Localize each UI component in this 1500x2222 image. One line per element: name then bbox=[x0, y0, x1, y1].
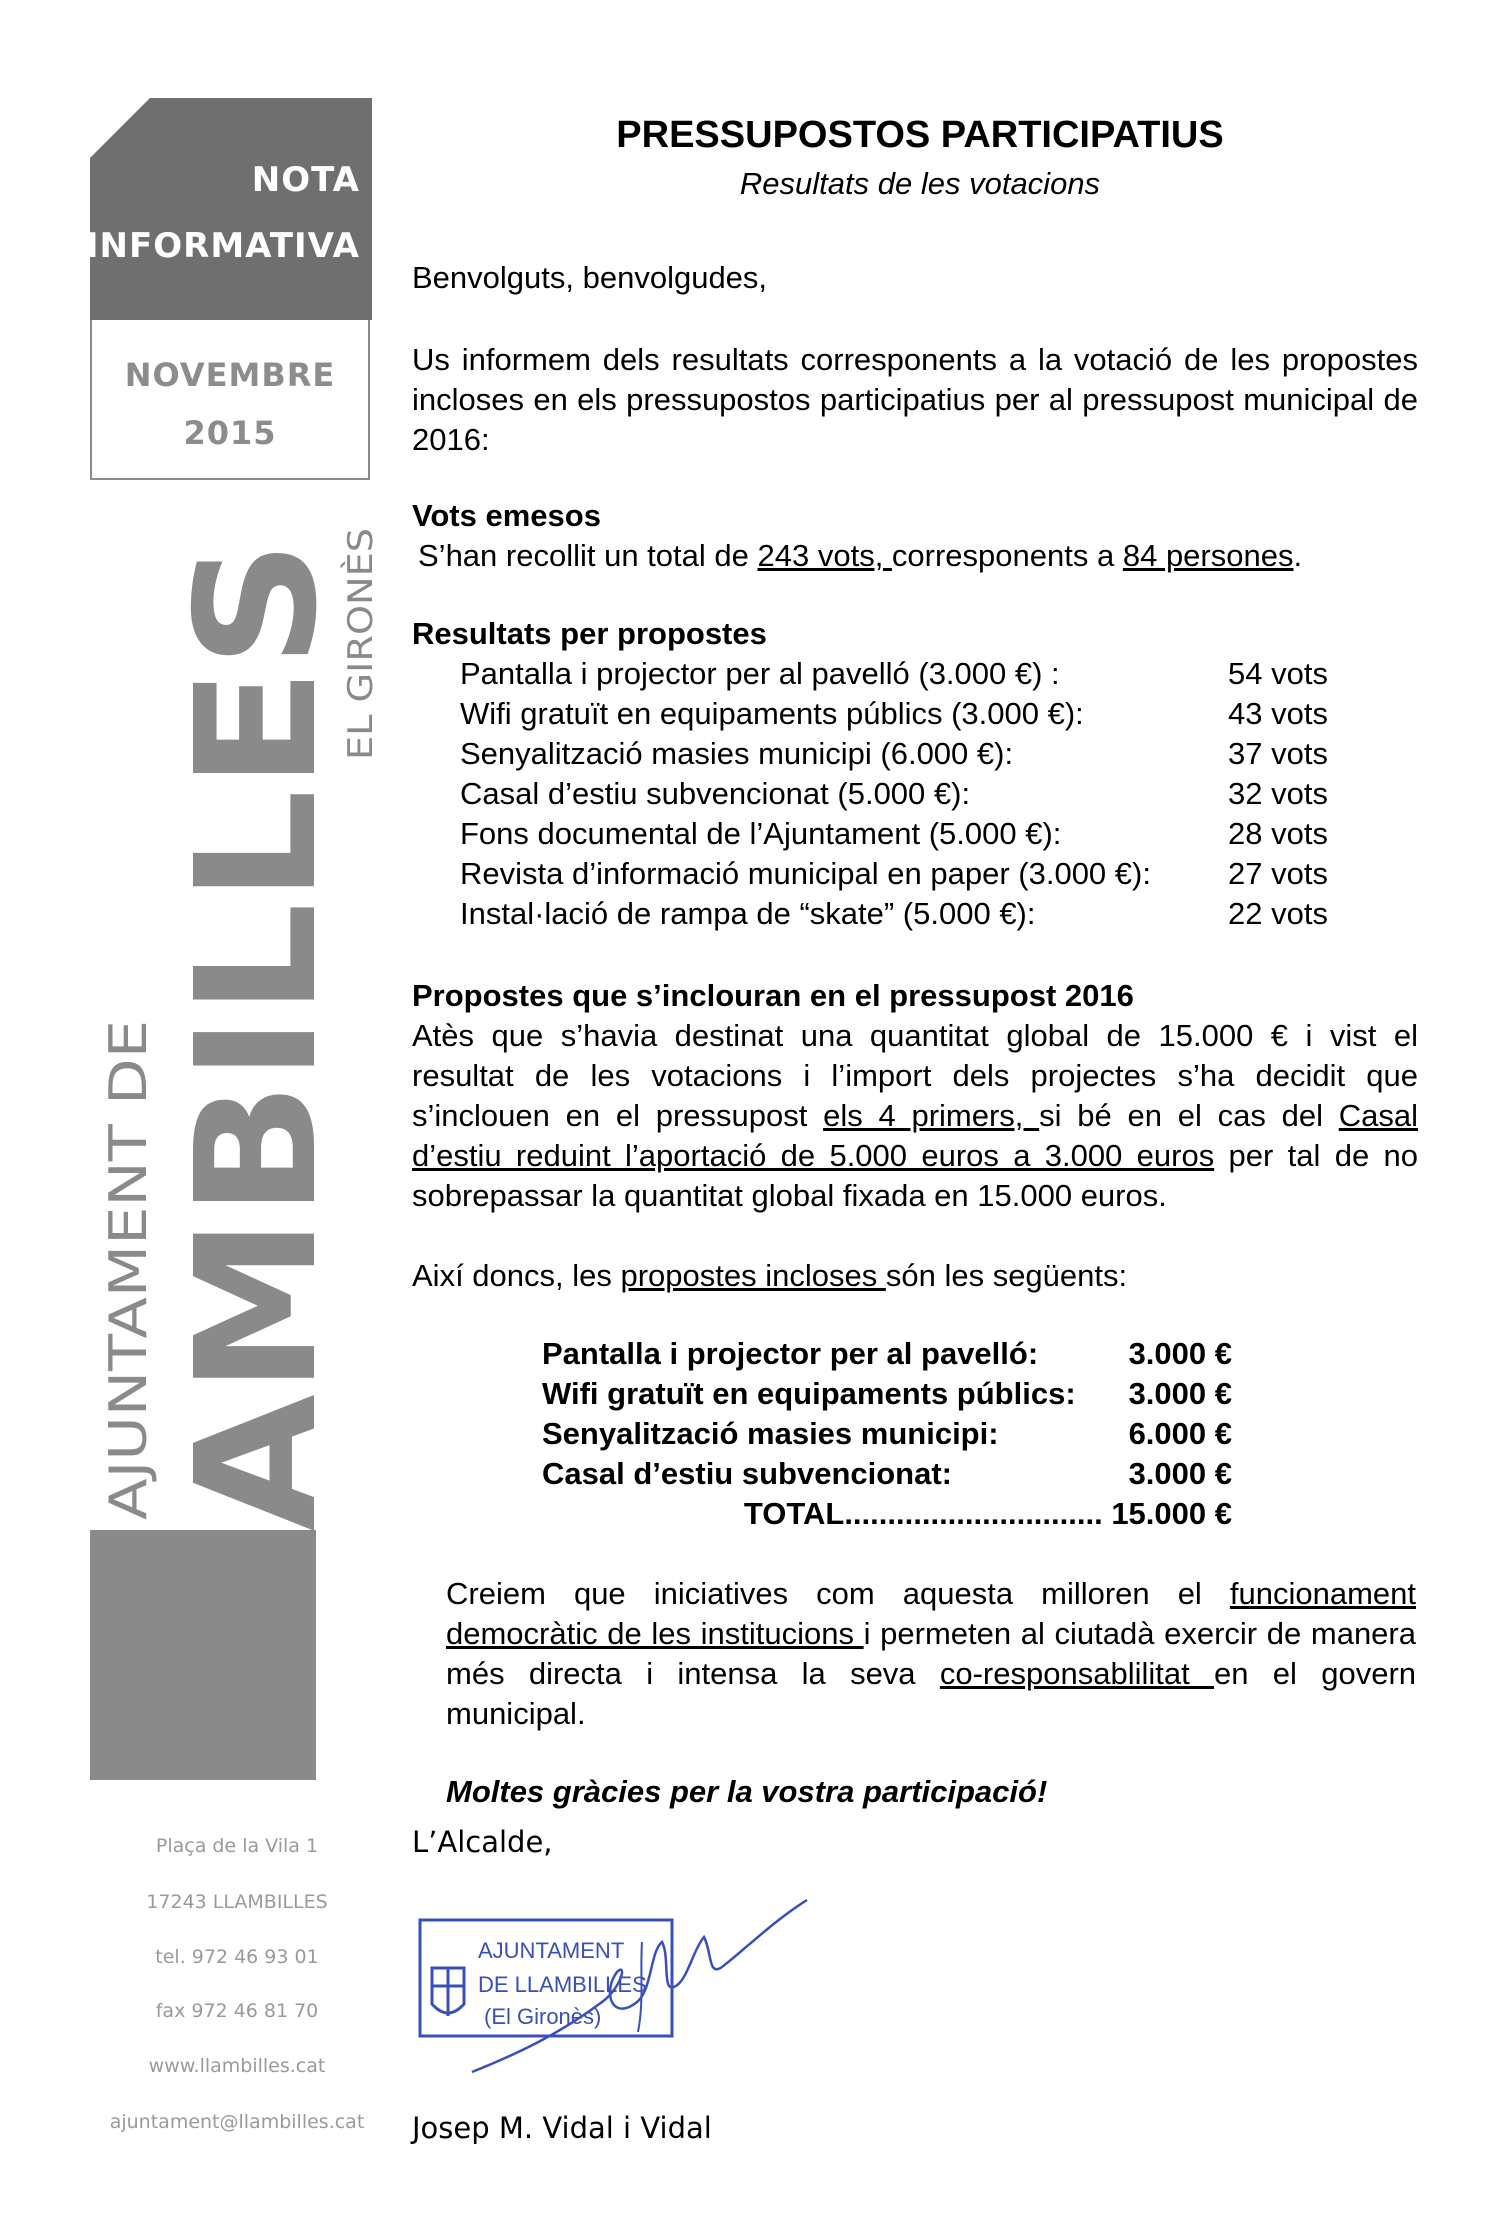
result-row bbox=[460, 694, 1340, 734]
aixi-text: són les següents: bbox=[885, 1258, 1128, 1293]
stamp-line-1: AJUNTAMENT bbox=[478, 1938, 625, 1963]
closing-text: Creiem que iniciatives com aquesta milloren el bbox=[446, 1576, 1230, 1611]
contact-tel: tel. 972 46 93 01 bbox=[155, 1946, 319, 1968]
votes-text-part: . bbox=[1293, 538, 1303, 573]
date-month: NOVEMBRE bbox=[124, 356, 336, 394]
result-votes: 54 vots bbox=[1228, 656, 1328, 691]
selected-list bbox=[542, 1334, 1232, 1534]
result-votes: 28 vots bbox=[1228, 816, 1328, 851]
greeting: Benvolguts, benvolgudes, bbox=[412, 260, 768, 295]
selected-amount: 3.000 € bbox=[1128, 1456, 1232, 1491]
logo-prefix: AJUNTAMENT DE bbox=[99, 1091, 159, 1520]
informativa-label: INFORMATIVA bbox=[85, 226, 360, 266]
contact-email[interactable]: ajuntament@llambilles.cat bbox=[109, 2111, 365, 2133]
result-name: Revista d’informació municipal en paper (3.000 €): bbox=[460, 856, 1151, 891]
official-stamp bbox=[412, 1882, 832, 2082]
contact-web[interactable]: www.llambilles.cat bbox=[148, 2055, 326, 2077]
result-votes: 32 vots bbox=[1228, 776, 1328, 811]
total-line: TOTAL.............................. 15.000 € bbox=[743, 1496, 1232, 1531]
alcalde-label: L’Alcalde, bbox=[412, 1825, 553, 1859]
aixi-text: Així doncs, les bbox=[412, 1258, 621, 1293]
included-heading: Propostes que s’inclouran en el pressupost 2016 bbox=[412, 978, 1134, 1013]
result-name: Casal d’estiu subvencionat (5.000 €): bbox=[460, 776, 971, 811]
votes-text bbox=[418, 536, 1424, 576]
result-name: Fons documental de l’Ajuntament (5.000 €): bbox=[460, 816, 1062, 851]
selected-row bbox=[542, 1414, 1232, 1454]
included-underline-1: els 4 primers, bbox=[823, 1098, 1040, 1133]
result-name: Wifi gratuït en equipaments públics (3.000 €): bbox=[460, 696, 1084, 731]
contact-fax: fax 972 46 81 70 bbox=[155, 2000, 319, 2022]
selected-name: Wifi gratuït en equipaments públics: bbox=[542, 1376, 1076, 1411]
aixi-underline: propostes incloses bbox=[620, 1258, 886, 1293]
result-row bbox=[460, 654, 1340, 694]
stamp-line-2: DE LLAMBILLES bbox=[478, 1972, 647, 1997]
result-row bbox=[460, 894, 1340, 934]
selected-row bbox=[542, 1334, 1232, 1374]
selected-name: Pantalla i projector per al pavelló: bbox=[542, 1336, 1039, 1371]
result-name: Instal·lació de rampa de “skate” (5.000 €): bbox=[460, 896, 1036, 931]
result-votes: 37 vots bbox=[1228, 736, 1328, 771]
votes-text-part: corresponents a bbox=[891, 538, 1123, 573]
result-votes: 43 vots bbox=[1228, 696, 1328, 731]
votes-heading: Vots emesos bbox=[412, 498, 601, 533]
result-row bbox=[460, 734, 1340, 774]
date-year: 2015 bbox=[183, 414, 277, 452]
selected-amount: 3.000 € bbox=[1128, 1336, 1232, 1371]
included-text: per tal de no sobrepassar la quantitat global fixada en 15.000 euros. bbox=[412, 1138, 1418, 1213]
contact-address: Plaça de la Vila 1 bbox=[155, 1835, 319, 1857]
total-row bbox=[542, 1494, 1232, 1534]
selected-row bbox=[542, 1454, 1232, 1494]
thanks-line: Moltes gràcies per la vostra participació! bbox=[446, 1774, 1048, 1809]
result-votes: 27 vots bbox=[1228, 856, 1328, 891]
closing-text: en el govern municipal. bbox=[446, 1656, 1417, 1731]
logo-region: EL GIRONÈS bbox=[341, 553, 381, 760]
result-row bbox=[460, 814, 1340, 854]
selected-name: Senyalització masies municipi: bbox=[542, 1416, 999, 1451]
results-list bbox=[460, 654, 1340, 934]
banner-shape bbox=[90, 98, 372, 320]
closing-underline-1: funcionament democràtic de les institucions bbox=[446, 1576, 1416, 1651]
selected-row bbox=[542, 1374, 1232, 1414]
votes-total: 243 vots, bbox=[757, 538, 892, 573]
result-votes: 22 vots bbox=[1228, 896, 1328, 931]
nota-label: NOTA bbox=[251, 160, 360, 200]
result-name: Pantalla i projector per al pavelló (3.000 €) : bbox=[460, 656, 1060, 691]
nota-informativa-banner bbox=[85, 98, 372, 320]
included-text: Atès que s’havia destinat una quantitat global de 15.000 € i vist el resultat de les votacions i l’import dels projectes s’ha decidit que s’inclouen en el pressupost bbox=[412, 1018, 1418, 1133]
included-paragraph bbox=[412, 1016, 1418, 1216]
selected-amount: 6.000 € bbox=[1128, 1416, 1232, 1451]
closing-text: i permeten al ciutadà exercir de manera més directa i intensa la seva bbox=[446, 1616, 1416, 1691]
result-row bbox=[460, 774, 1340, 814]
contact-postal: 17243 LLAMBILLES bbox=[146, 1891, 328, 1913]
signer-name: Josep M. Vidal i Vidal bbox=[412, 2111, 712, 2145]
llambilles-logo bbox=[90, 520, 390, 1780]
date-box bbox=[90, 320, 370, 480]
logo-name: LLAMBILLES bbox=[161, 619, 354, 1758]
included-underline-2: Casal d’estiu reduint l’aportació de 5.000 euros a 3.000 euros bbox=[412, 1098, 1418, 1173]
closing-underline-2: co-responsablilitat bbox=[939, 1656, 1215, 1691]
intro-paragraph: Us informem dels resultats corresponents a la votació de les propostes incloses en els pressupostos participatius per al pressupost municipal de 2016: bbox=[412, 342, 1418, 457]
votes-persons: 84 persones bbox=[1122, 538, 1294, 573]
results-heading: Resultats per propostes bbox=[412, 616, 767, 651]
votes-text-part: S’han recollit un total de bbox=[418, 538, 758, 573]
stamp-line-3: (El Gironès) bbox=[484, 2004, 602, 2029]
result-row bbox=[460, 854, 1340, 894]
closing-paragraph bbox=[446, 1574, 1416, 1734]
selected-name: Casal d’estiu subvencionat: bbox=[542, 1456, 952, 1491]
page-subtitle: Resultats de les votacions bbox=[739, 166, 1101, 201]
included-intro bbox=[412, 1256, 1418, 1296]
page-title: PRESSUPOSTOS PARTICIPATIUS bbox=[616, 114, 1224, 156]
included-text: si bé en el cas del bbox=[1039, 1098, 1339, 1133]
selected-amount: 3.000 € bbox=[1128, 1376, 1232, 1411]
result-name: Senyalització masies municipi (6.000 €): bbox=[460, 736, 1014, 771]
